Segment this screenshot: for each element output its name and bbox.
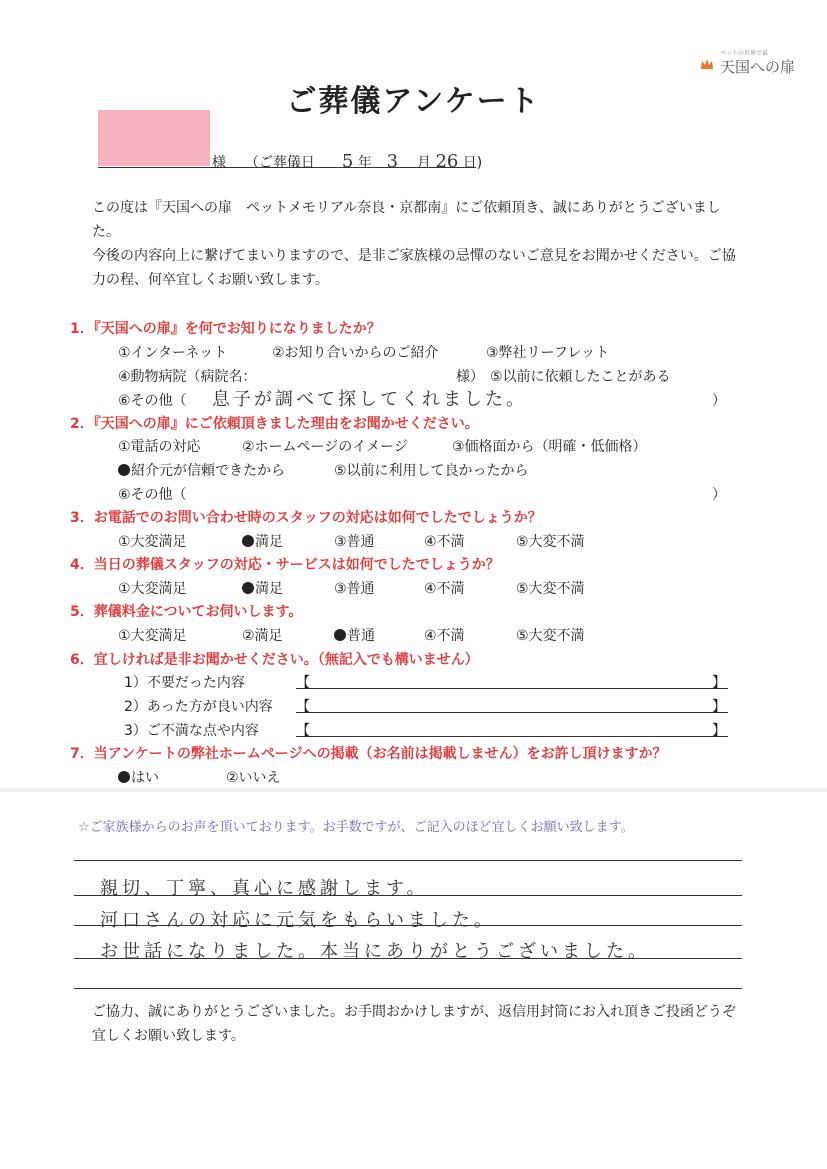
year-unit: 年 (357, 155, 372, 171)
q4-option-1: ①大変満足 (118, 581, 187, 597)
q3-option-5: ⑤大変不満 (516, 534, 585, 550)
comment-rule-5 (74, 988, 742, 989)
logo-name: 天国への扉 (720, 58, 796, 76)
question-4: 4．当日の葬儀スタッフの対応・サービスは如何でしたでしょうか？ (70, 557, 500, 573)
q2-option-5: ⑤以前に利用して良かったから (334, 463, 529, 479)
q6-close-1: 】 (712, 675, 726, 691)
q6-close-3: 】 (712, 723, 726, 739)
comment-line-2: 河口さんの対応に元気をもらいました。 (100, 910, 496, 931)
q6-answer-2-line (296, 694, 728, 713)
question-6: 6．宜しければ是非お聞かせください。（無記入でも構いません） (70, 652, 479, 668)
q6-item-1: 1）不要だった内容 (124, 675, 245, 691)
intro-paragraph-1: この度は『天国への扉 ペットメモリアル奈良・京都南』にご依頼頂き、誠にありがとうございました。 (92, 200, 721, 240)
selected-mark-icon (242, 535, 254, 547)
q3-option-1: ①大変満足 (118, 534, 187, 550)
date-label: （ご葬儀日 (244, 155, 315, 171)
month-unit: 月 (416, 155, 431, 171)
q5-option-3-label: 普通 (347, 628, 375, 644)
q1-option-4-end: 様） (456, 369, 484, 385)
funeral-date-row (212, 151, 482, 172)
month-value: 3 (386, 151, 399, 172)
q5-option-3-selected (334, 625, 375, 645)
q3-option-2-selected (242, 531, 283, 551)
redacted-name (98, 110, 210, 166)
q4-option-2-selected (242, 578, 283, 598)
q1-option-4: ④動物病院（病院名： (118, 369, 257, 385)
selected-mark-icon (118, 771, 130, 783)
q4-option-5: ⑤大変不満 (516, 581, 585, 597)
comment-rule-4 (74, 958, 742, 959)
q6-open-2: 【 (296, 699, 310, 715)
q7-option-2: ②いいえ (226, 770, 281, 786)
question-1: 1．『天国への扉』を何でお知りになりましたか？ (70, 321, 381, 337)
q4-option-2-label: 満足 (255, 581, 283, 597)
q1-option-2: ②お知り合いからのご紹介 (272, 345, 439, 361)
q5-option-2: ②満足 (242, 628, 283, 644)
q6-open-3: 【 (296, 723, 310, 739)
q4-option-4: ④不満 (424, 581, 465, 597)
comment-rule-2 (74, 895, 742, 896)
question-5: 5．葬儀料金についてお伺いします。 (70, 604, 303, 620)
q6-answer-3-line (296, 718, 728, 737)
q2-close-paren: ） (712, 487, 726, 503)
q1-option-5: ⑤以前に依頼したことがある (490, 369, 671, 385)
sama-label: 様 (212, 155, 226, 171)
q5-option-4: ④不満 (424, 628, 465, 644)
q2-option-4-label: 紹介元が信頼できたから (131, 463, 285, 479)
q2-option-6: ⑥その他（ (118, 487, 187, 503)
q7-option-1-label: はい (131, 770, 159, 786)
q7-option-1-selected (118, 767, 159, 787)
day-value: 26 (435, 151, 459, 172)
q1-option-6: ⑥その他（ (118, 393, 187, 409)
question-7: 7．当アンケートの弊社ホームページへの掲載（お名前は掲載しません）をお許し頂けますか？ (70, 746, 667, 762)
q2-option-1: ①電話の対応 (118, 439, 201, 455)
q5-option-5: ⑤大変不満 (516, 628, 585, 644)
question-3: 3．お電話でのお問い合わせ時のスタッフの対応は如何でしたでしょうか？ (70, 510, 542, 526)
q2-option-4-selected (118, 460, 285, 480)
q2-option-3: ③価格面から（明確・低価格） (452, 439, 647, 455)
q6-close-2: 】 (712, 699, 726, 715)
q3-option-4: ④不満 (424, 534, 465, 550)
footer-message: ご協力、誠にありがとうございました。お手間おかけしますが、返信用封筒にお入れ頂きご投函どうぞ宜しくお願い致します。 (92, 1004, 736, 1044)
q1-other-answer: 息子が調べて探してくれました。 (212, 389, 527, 410)
q6-item-2: 2）あった方が良い内容 (124, 699, 273, 715)
day-unit: 日) (462, 155, 483, 171)
q5-option-1: ①大変満足 (118, 628, 187, 644)
logo-tagline: ペットの世界で最 (720, 50, 769, 57)
q6-answer-1-line (296, 670, 728, 689)
q6-item-3: 3）ご不満な点や内容 (124, 723, 259, 739)
q1-close-paren: ） (712, 393, 726, 409)
q1-option-1: ①インターネット (118, 345, 228, 361)
flower-icon (700, 58, 714, 70)
comment-rule-3 (74, 925, 742, 926)
selected-mark-icon (334, 629, 346, 641)
q6-open-1: 【 (296, 675, 310, 691)
question-2: 2．『天国への扉』にご依頼頂きました理由をお聞かせください。 (70, 416, 479, 432)
page-title: ご葬儀アンケート (286, 84, 541, 119)
q3-option-3: ③普通 (334, 534, 375, 550)
comment-line-3: お世話になりました。本当にありがとうございました。 (100, 941, 650, 962)
intro-paragraph-2: 今後の内容向上に繋げてまいりますので、是非ご家族様の忌憚のないご意見をお聞かせください。ご協力の程、何卒宜しくお願い致します。 (92, 248, 736, 288)
year-value: 5 (341, 151, 354, 172)
selected-mark-icon (242, 582, 254, 594)
q1-option-3: ③弊社リーフレット (486, 345, 610, 361)
comment-line-1: 親切、丁寧、真心に感謝します。 (100, 878, 429, 899)
comment-rule-1 (74, 860, 742, 861)
q3-option-2-label: 満足 (255, 534, 283, 550)
voice-prompt: ☆ご家族様からのお声を頂いております。お手数ですが、ご記入のほど宜しくお願い致します。 (78, 820, 634, 835)
q2-option-2: ②ホームページのイメージ (242, 439, 408, 455)
q4-option-3: ③普通 (334, 581, 375, 597)
section-divider (0, 788, 827, 792)
selected-mark-icon (118, 464, 130, 476)
